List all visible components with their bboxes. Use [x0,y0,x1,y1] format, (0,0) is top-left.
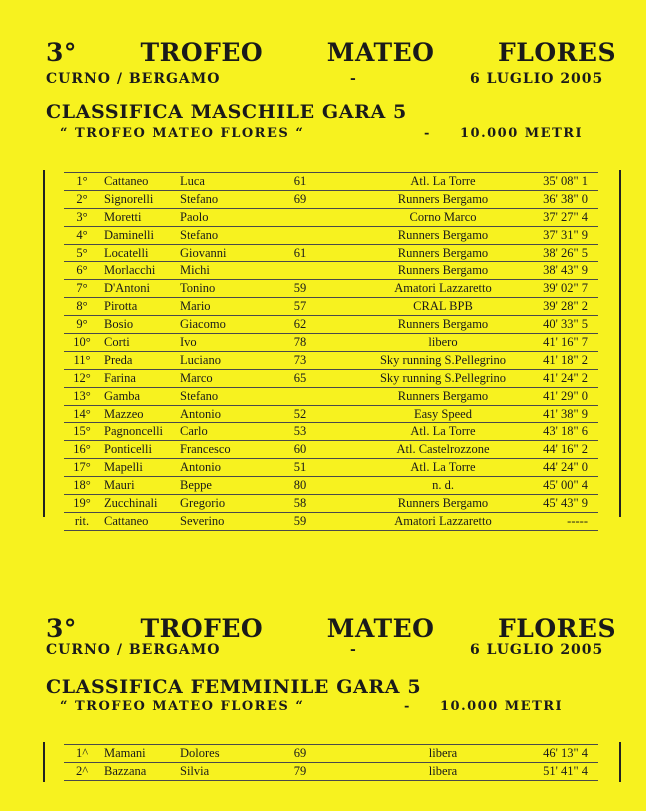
result-time: 38' 43" 9 [543,263,588,278]
result-club: Amatori Lazzaretto [394,281,492,296]
result-first-name: Michi [180,263,210,278]
women-race-line [60,699,620,715]
result-time: 40' 33" 5 [543,317,588,332]
result-surname: Daminelli [104,227,154,242]
men-race-line [60,126,620,142]
result-club: Atl. La Torre [410,424,476,439]
result-club: Runners Bergamo [397,496,489,511]
women-distance: 10.000 METRI [440,699,564,714]
result-first-name: Giacomo [180,317,226,332]
result-club: libera [428,746,458,760]
table-row [64,745,598,763]
result-birth-year: 62 [293,317,307,332]
result-surname: D'Antoni [104,281,151,296]
result-birth-year: 73 [293,352,307,367]
result-club: n. d. [432,478,454,493]
result-time: 45' 00" 4 [543,478,588,493]
result-position: 3° [76,209,88,224]
result-first-name: Dolores [180,746,220,760]
result-first-name: Tonino [180,281,216,296]
result-club: Runners Bergamo [397,263,489,278]
result-surname: Bazzana [104,763,147,778]
men-location: CURNO / BERGAMO [46,71,221,87]
result-first-name: Francesco [180,442,231,457]
result-birth-year: 61 [293,174,307,188]
table-row [64,513,598,531]
table-row [64,495,598,513]
result-club: Amatori Lazzaretto [394,513,492,528]
result-position: 14° [73,406,91,421]
result-birth-year: 58 [293,496,307,511]
result-surname: Cattaneo [104,513,149,528]
table-row [64,173,598,191]
table-row [64,477,598,495]
men-classification-title: CLASSIFICA MASCHILE GARA 5 [46,101,407,123]
result-time: 37' 27" 4 [543,209,588,224]
result-surname: Signorelli [104,191,154,206]
result-time: 41' 18" 2 [543,352,588,367]
result-surname: Ponticelli [104,442,152,457]
result-birth-year: 51 [293,460,307,475]
result-club: Runners Bergamo [397,388,489,403]
women-race-separator: - [404,699,411,714]
table-row [64,227,598,245]
result-club: Sky running S.Pellegrino [379,370,507,385]
women-location: CURNO / BERGAMO [46,642,221,658]
result-birth-year: 80 [293,478,307,493]
women-table-right-border [619,742,621,782]
result-time: 45' 43" 9 [543,496,588,511]
table-row [64,316,598,334]
result-time: 39' 02" 7 [543,281,588,296]
result-surname: Morlacchi [104,263,156,278]
result-birth-year: 53 [293,424,307,439]
result-club: Easy Speed [414,406,472,421]
result-time: 39' 28" 2 [543,299,588,314]
result-birth-year: 69 [293,191,307,206]
result-surname: Locatelli [104,245,149,260]
result-position: 13° [73,388,91,403]
men-race-separator: - [424,126,431,141]
result-club: Atl. Castelrozzone [396,442,490,457]
result-position: 12° [73,370,91,385]
women-race-name: “ TROFEO MATEO FLORES “ [60,699,305,714]
table-row [64,298,598,316]
result-first-name: Carlo [180,424,208,439]
result-position: 17° [73,460,91,475]
result-first-name: Stefano [180,388,219,403]
result-surname: Mamani [104,746,146,760]
result-surname: Mauri [104,478,135,493]
result-position: 15° [73,424,91,439]
result-club: Atl. La Torre [410,174,476,188]
result-position: 10° [73,335,91,350]
result-surname: Mapelli [104,460,143,475]
result-position: 1° [76,174,88,188]
result-birth-year: 65 [293,370,307,385]
women-event-title: 3° TROFEO MATEO FLORES [46,614,616,643]
result-first-name: Severino [180,513,225,528]
result-position: 19° [73,496,91,511]
table-row [64,209,598,227]
result-first-name: Stefano [180,191,219,206]
result-club: Runners Bergamo [397,317,489,332]
table-row [64,388,598,406]
result-first-name: Stefano [180,227,219,242]
table-row [64,262,598,280]
result-club: Runners Bergamo [397,227,489,242]
men-distance: 10.000 METRI [460,126,584,141]
result-surname: Farina [104,370,136,385]
table-row [64,441,598,459]
result-first-name: Beppe [180,478,212,493]
result-club: libero [428,335,458,350]
result-time: 46' 13" 4 [543,746,588,760]
result-birth-year: 52 [293,406,307,421]
result-time: 44' 24" 0 [543,460,588,475]
men-table-left-border [43,170,45,517]
result-time: 44' 16" 2 [543,442,588,457]
table-row [64,763,598,781]
men-event-title: 3° TROFEO MATEO FLORES [46,38,616,67]
result-position: 11° [73,352,91,367]
women-classification-title: CLASSIFICA FEMMINILE GARA 5 [46,676,422,698]
result-position: 7° [76,281,88,296]
result-first-name: Mario [180,299,211,314]
result-club: libera [428,763,458,778]
result-position: 4° [76,227,88,242]
result-first-name: Luca [180,174,205,188]
women-results-rows [64,744,598,781]
result-time: 35' 08" 1 [543,174,588,188]
table-row [64,352,598,370]
result-position: 1^ [75,746,89,760]
result-first-name: Ivo [180,335,197,350]
table-row [64,406,598,424]
result-time: 41' 29" 0 [543,388,588,403]
result-club: Runners Bergamo [397,245,489,260]
men-race-name: “ TROFEO MATEO FLORES “ [60,126,305,141]
result-surname: Pagnoncelli [104,424,164,439]
result-position: 6° [76,263,88,278]
result-time: ----- [567,513,588,528]
result-first-name: Marco [180,370,213,385]
result-surname: Pirotta [104,299,138,314]
table-row [64,423,598,441]
result-position: 2° [76,191,88,206]
women-separator: - [350,642,357,658]
result-first-name: Paolo [180,209,209,224]
result-position: rit. [74,513,90,528]
result-club: Atl. La Torre [410,460,476,475]
result-surname: Mazzeo [104,406,144,421]
result-surname: Bosio [104,317,134,332]
result-position: 9° [76,317,88,332]
men-event-subtitle [46,71,616,89]
result-club: CRAL BPB [413,299,473,314]
result-club: Sky running S.Pellegrino [379,352,507,367]
table-row [64,191,598,209]
result-position: 8° [76,299,88,314]
result-time: 51' 41" 4 [543,763,588,778]
result-time: 41' 38" 9 [543,406,588,421]
result-surname: Zucchinali [104,496,158,511]
result-birth-year: 78 [293,335,307,350]
table-row [64,334,598,352]
women-table-left-border [43,742,45,782]
result-birth-year: 59 [293,513,307,528]
result-first-name: Gregorio [180,496,226,511]
result-time: 41' 24" 2 [543,370,588,385]
result-first-name: Antonio [180,406,221,421]
result-surname: Preda [104,352,133,367]
result-time: 38' 26" 5 [543,245,588,260]
result-birth-year: 79 [293,763,307,778]
table-row [64,280,598,298]
men-date: 6 LUGLIO 2005 [470,71,604,87]
result-surname: Corti [104,335,130,350]
result-birth-year: 59 [293,281,307,296]
table-row [64,370,598,388]
result-birth-year: 60 [293,442,307,457]
result-time: 37' 31" 9 [543,227,588,242]
result-first-name: Antonio [180,460,221,475]
result-position: 5° [76,245,88,260]
result-club: Runners Bergamo [397,191,489,206]
women-date: 6 LUGLIO 2005 [470,642,604,658]
result-position: 16° [73,442,91,457]
result-time: 36' 38" 0 [543,191,588,206]
result-first-name: Giovanni [180,245,227,260]
result-position: 2^ [75,763,89,778]
result-club: Corno Marco [409,209,477,224]
result-surname: Cattaneo [104,174,149,188]
result-position: 18° [73,478,91,493]
result-surname: Gamba [104,388,141,403]
result-time: 43' 18" 6 [543,424,588,439]
result-surname: Moretti [104,209,142,224]
result-time: 41' 16" 7 [543,335,588,350]
result-first-name: Luciano [180,352,221,367]
result-birth-year: 57 [293,299,307,314]
table-row [64,245,598,263]
women-event-subtitle [46,642,616,660]
result-birth-year: 69 [293,746,307,760]
men-table-right-border [619,170,621,517]
result-first-name: Silvia [180,763,210,778]
men-results-rows [64,172,598,531]
men-separator: - [350,71,357,87]
result-birth-year: 61 [293,245,307,260]
table-row [64,459,598,477]
